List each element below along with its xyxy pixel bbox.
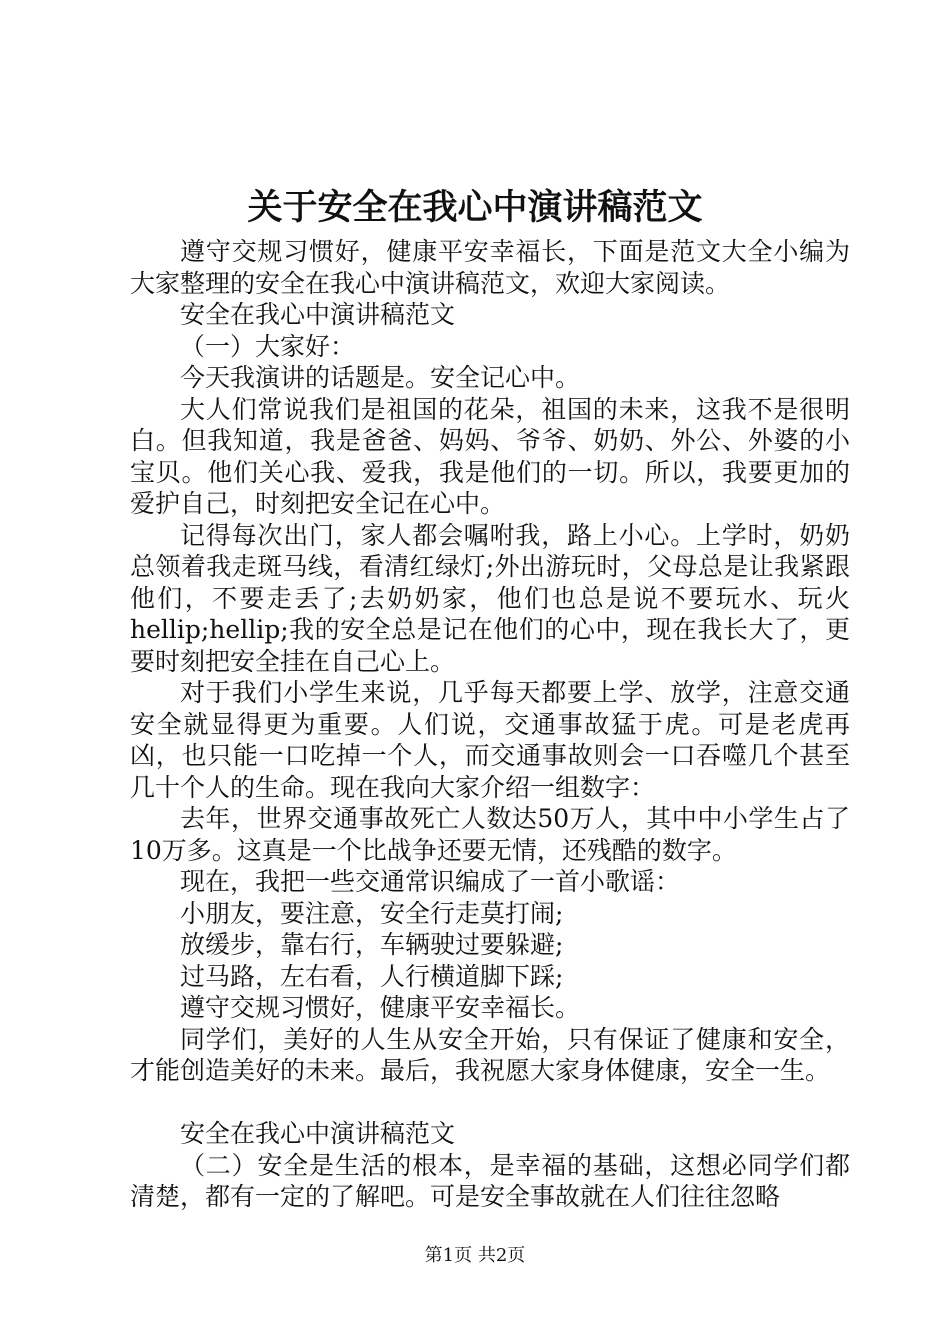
paragraph: 对于我们小学生来说，几乎每天都要上学、放学，注意交通安全就显得更为重要。人们说，交通事故猛于虎。可是老虎再凶，也只能一口吃掉一个人，而交通事故则会一口吞噬几个甚至几十个人的生命。现在我向大家介绍一组数字： <box>130 678 850 802</box>
blank-line <box>130 1087 850 1119</box>
paragraph: 去年，世界交通事故死亡人数达50万人，其中中小学生占了10万多。这真是一个比战争还要无情，还残酷的数字。 <box>130 804 850 865</box>
paragraph: 现在，我把一些交通常识编成了一首小歌谣： <box>180 867 681 896</box>
song-line: 小朋友，要注意，安全行走莫打闹; <box>180 898 564 928</box>
song-line: 遵守交规习惯好，健康平安幸福长。 <box>180 993 581 1022</box>
paragraph: 今天我演讲的话题是。安全记心中。 <box>180 363 581 392</box>
page-footer: 第1页 共2页 <box>424 1245 526 1266</box>
document-title: 关于安全在我心中演讲稿范文 <box>247 187 703 228</box>
paragraph: 安全在我心中演讲稿范文 <box>180 300 456 329</box>
paragraph: 记得每次出门，家人都会嘱咐我，路上小心。上学时，奶奶总领着我走斑马线，看清红绿灯;外出游玩时，父母总是让我紧跟他们，不要走丢了;去奶奶家，他们也总是说不要玩水、玩火hellip;hellip;我的安全总是记在他们的心中，现在我长大了，更要时刻把安全挂在自己心上。 <box>130 520 850 676</box>
paragraph: （二）安全是生活的根本，是幸福的基础，这想必同学们都清楚，都有一定的了解吧。可是安全事故就在人们往往忽略 <box>130 1150 850 1211</box>
document-body <box>130 236 850 1213</box>
song-line: 过马路，左右看，人行横道脚下踩; <box>180 961 564 991</box>
song-line: 放缓步，靠右行，车辆驶过要躲避; <box>180 930 564 959</box>
paragraph: 安全在我心中演讲稿范文 <box>180 1119 456 1148</box>
paragraph: 同学们，美好的人生从安全开始，只有保证了健康和安全，才能创造美好的未来。最后，我祝愿大家身体健康，安全一生。 <box>130 1024 850 1085</box>
paragraph: 大人们常说我们是祖国的花朵，祖国的未来，这我不是很明白。但我知道，我是爸爸、妈妈、爷爷、奶奶、外公、外婆的小宝贝。他们关心我、爱我，我是他们的一切。所以，我要更加的爱护自己，时刻把安全记在心中。 <box>130 394 850 518</box>
paragraph: （一）大家好： <box>180 331 356 361</box>
paragraph: 遵守交规习惯好，健康平安幸福长，下面是范文大全小编为大家整理的安全在我心中演讲稿范文，欢迎大家阅读。 <box>130 237 850 298</box>
